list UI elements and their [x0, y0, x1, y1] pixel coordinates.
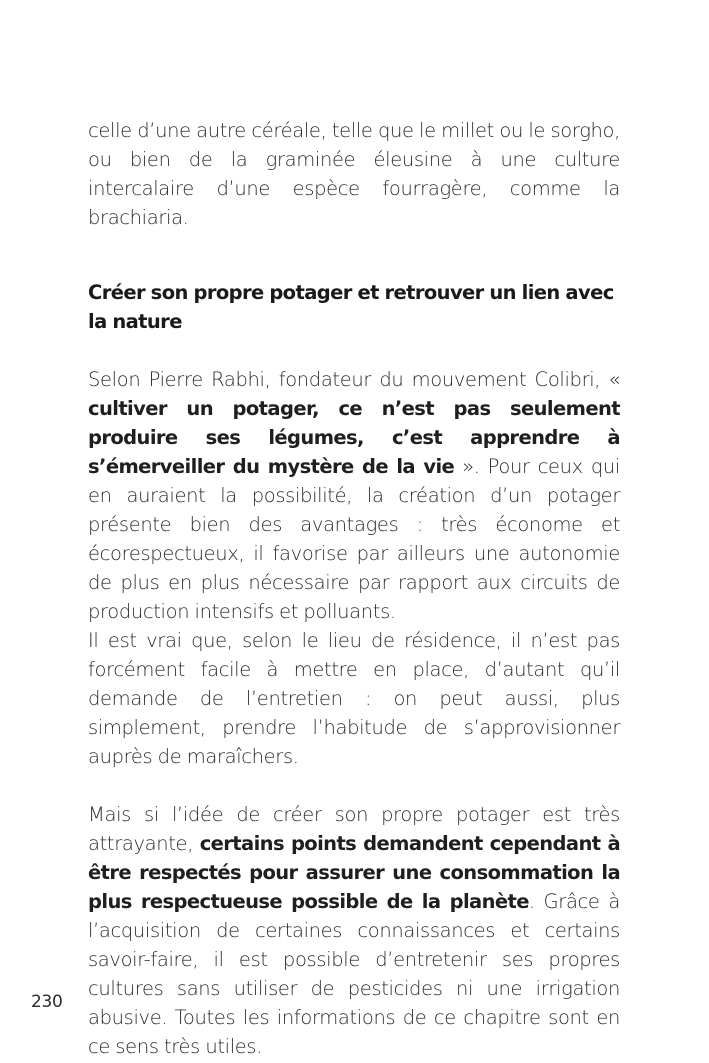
paragraph-quote-tail: ». Pour ceux qui en auraient la possibilité, la création d’un potager présente bien des avantages : très économe et écorespectueux, il favorise par ailleurs une autonomie de plus en plus nécessaire par rapport aux circuits de production intensifs et polluants.	[88, 455, 620, 623]
quote-emphasis: cultiver un potager, ce n’est pas seulement produire ses légumes, c’est apprendre à s’émerveiller du mystère de la vie	[88, 397, 620, 478]
paragraph-quote-lead: Selon Pierre Rabhi, fondateur du mouvement Colibri, «	[88, 368, 620, 391]
page-body	[88, 116, 620, 1061]
page-number: 230	[31, 992, 63, 1012]
paragraph-ideas-lead: Mais si l’idée de créer son propre potager est très attrayante,	[88, 803, 620, 855]
paragraph-quote	[88, 365, 620, 626]
spacer	[88, 232, 620, 278]
paragraph-intro: celle d’une autre céréale, telle que le millet ou le sorgho, ou bien de la graminée éleusine à une culture intercalaire d’une espèce fourragère, comme la brachiaria.	[88, 119, 620, 229]
spacer	[88, 336, 620, 365]
spacer	[88, 771, 620, 800]
paragraph-residence: Il est vrai que, selon le lieu de résidence, il n’est pas forcément facile à mettre en place, d’autant qu’il demande de l’entretien : on peut aussi, plus simplement, prendre l’habitude de s’approvisionner auprès de maraîchers.	[88, 629, 620, 768]
section-heading: Créer son propre potager et retrouver un lien avec la nature	[88, 281, 614, 333]
ideas-emphasis: certains points demandent cependant à être respectés pour assurer une consommation la plus respectueuse possible de la planète	[88, 832, 620, 913]
paragraph-ideas-tail: . Grâce à l’acquisition de certaines connaissances et certains savoir-faire, il est possible d’entretenir ses propres cultures sans utiliser de pesticides ni une irrigation abusive. Toutes les informations de ce chapitre sont en ce sens très utiles.	[88, 890, 620, 1058]
paragraph-ideas	[88, 800, 620, 1061]
